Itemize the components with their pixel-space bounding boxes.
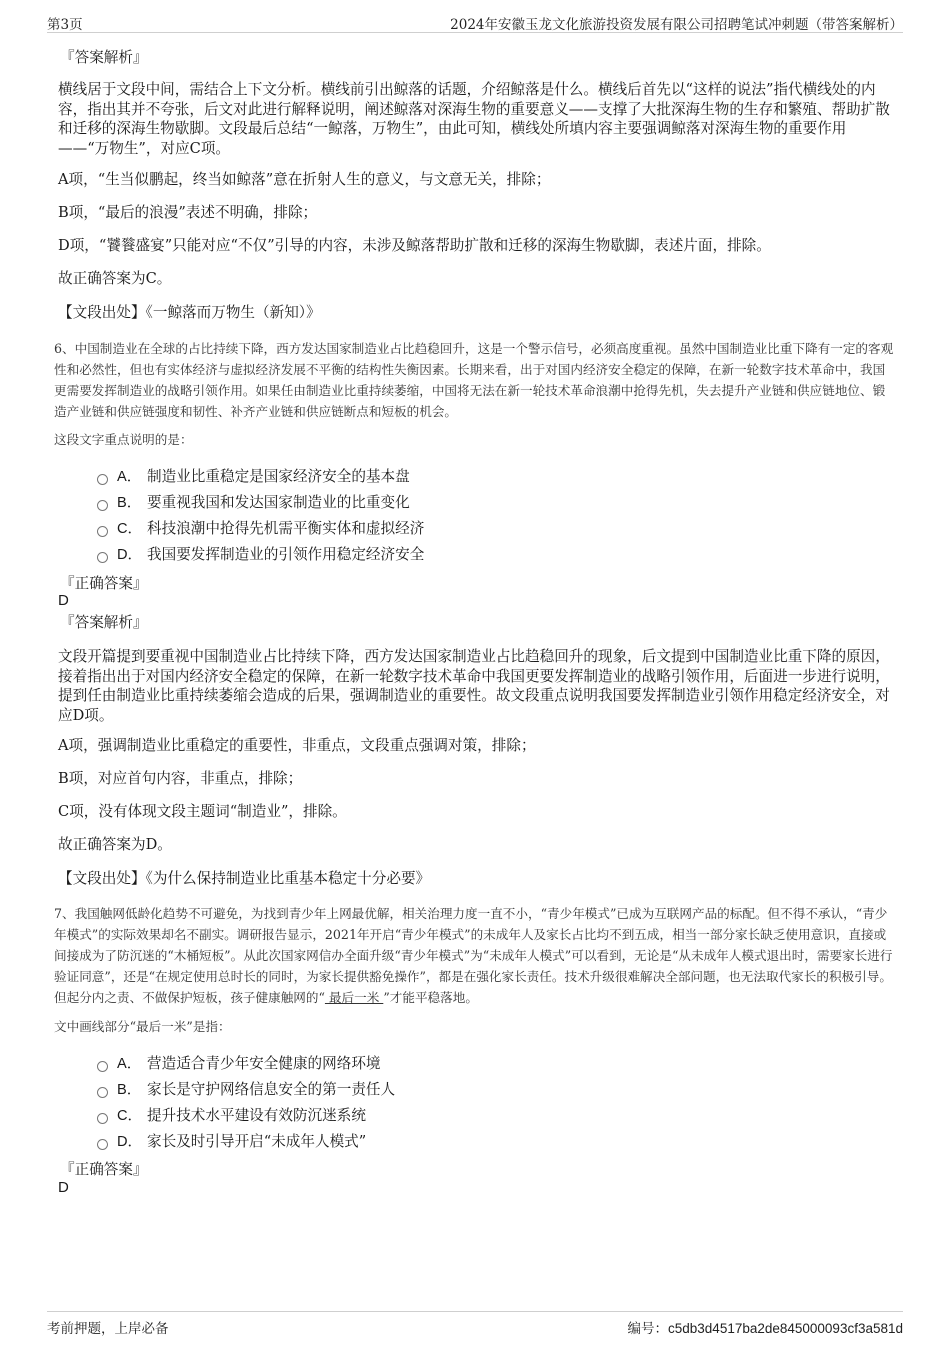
option-letter: C． [117, 521, 143, 537]
underlined-phrase: 最后一米 [324, 990, 384, 1005]
page-footer [47, 1311, 903, 1342]
option-letter: B． [117, 1082, 142, 1098]
q6-point-b: B项，对应首句内容，非重点，排除； [58, 770, 303, 787]
q6-point-c: C项，没有体现文段主题词“制造业”，排除。 [58, 803, 347, 820]
option-letter: D． [117, 1134, 143, 1150]
q6-analysis-label: 『答案解析』 [60, 614, 148, 631]
option-letter: C． [117, 1108, 143, 1124]
q7-option-d[interactable] [97, 1132, 366, 1152]
analysis-text: 横线居于文段中间，需结合上下文分析。横线前引出鲸落的话题，介绍鲸落是什么。横线后首先以“这样的说法”指代横线处的内容，指出其并不夸张，后文对此进行解释说明，阐述鲸落对深海生物的重要意义——支撑了大批深海生物的生存和繁殖、帮助扩散和迁移的深海生物歇脚。文段最后总结“一鲸落，万物生”，由此可知，横线处所填内容主要强调鲸落对深海生物的重要作用——“万物生”，对应C项。 [58, 81, 890, 157]
document-title: 2024年安徽玉龙文化旅游投资发展有限公司招聘笔试冲刺题（带答案解析） [450, 17, 903, 33]
radio-circle-icon[interactable] [97, 1139, 108, 1150]
radio-circle-icon[interactable] [97, 1061, 108, 1072]
question-7-stem: 7、我国触网低龄化趋势不可避免，为找到青少年上网最优解，相关治理力度一直不小，“青少年模式”已成为互联网产品的标配。但不得不承认，“青少年模式”的实际效果却名不副实。调研报告显示，2021年开启“青少年模式”的未成年人及家长占比均不到五成，相当一部分家长缺乏使用意识，直接或间接成为了防沉迷的“木桶短板”。从此次国家网信办全面升级“青少年模式”为“未成年人模式”可以看到，无论是“从未成年人模式退出时，需要家长进行验证同意”，还是“在规定使用总时长的同时，为家长提供豁免操作”，都是在强化家长责任。技术升级很难解决全部问题，也无法取代家长的积极引导。但起分内之责、不做保护短板，孩子健康触网的“ 最后一米 ”才能平稳落地。 [54, 906, 893, 1005]
option-text: 家长及时引导开启“未成年人模式” [147, 1133, 367, 1150]
analysis-point-d: D项，“饕餮盛宴”只能对应“不仅”引导的内容，未涉及鲸落帮助扩散和迁移的深海生物歇脚，表述片面，排除。 [58, 237, 771, 254]
q6-point-a: A项，强调制造业比重稳定的重要性，非重点，文段重点强调对策，排除； [58, 737, 536, 754]
radio-circle-icon[interactable] [97, 526, 108, 537]
q6-option-a[interactable] [97, 467, 410, 487]
question-7-prompt: 文中画线部分“最后一米”是指： [54, 1019, 231, 1034]
q6-option-c[interactable] [97, 519, 424, 539]
option-letter: D． [117, 547, 143, 563]
analysis-point-a: A项，“生当似鹏起，终当如鲸落”意在折射人生的意义，与文意无关，排除； [58, 171, 551, 188]
radio-circle-icon[interactable] [97, 1113, 108, 1124]
q6-conclusion: 故正确答案为D。 [58, 836, 172, 853]
option-text: 营造适合青少年安全健康的网络环境 [147, 1055, 381, 1072]
q7-option-a[interactable] [97, 1054, 381, 1074]
analysis-label: 『答案解析』 [60, 49, 148, 66]
radio-circle-icon[interactable] [97, 474, 108, 485]
q7-option-c[interactable] [97, 1106, 366, 1126]
q6-answer: D [58, 592, 69, 609]
page-number: 第3页 [47, 17, 83, 33]
q7-answer: D [58, 1179, 69, 1196]
radio-circle-icon[interactable] [97, 1087, 108, 1098]
option-text: 科技浪潮中抢得先机需平衡实体和虚拟经济 [147, 520, 425, 537]
footer-slogan: 考前押题，上岸必备 [47, 1321, 169, 1337]
q6-analysis-text: 文段开篇提到要重视中国制造业占比持续下降，西方发达国家制造业占比趋稳回升的现象，后文提到中国制造业比重下降的原因，接着指出出于对国内经济安全稳定的保障，在新一轮数字技术革命中我国更要发挥制造业的战略引领作用，后面进一步进行说明，提到任由制造业比重持续萎缩会造成的后果，强调制造业的重要性。故文段重点说明我国要发挥制造业引领作用稳定经济安全，对应D项。 [58, 648, 890, 724]
option-letter: A． [117, 469, 142, 485]
option-text: 要重视我国和发达国家制造业的比重变化 [147, 494, 410, 511]
q6-answer-label: 『正确答案』 [60, 575, 148, 592]
analysis-point-b: B项，“最后的浪漫”表述不明确，排除； [58, 204, 318, 221]
option-text: 我国要发挥制造业的引领作用稳定经济安全 [147, 546, 425, 563]
option-text: 提升技术水平建设有效防沉迷系统 [147, 1107, 366, 1124]
page-header [47, 10, 903, 33]
analysis-conclusion: 故正确答案为C。 [58, 270, 172, 287]
question-6-prompt: 这段文字重点说明的是： [54, 432, 193, 447]
document-id: 编号：c5db3d4517ba2de845000093cf3a581d [627, 1321, 903, 1337]
q6-source: 【文段出处】《为什么保持制造业比重基本稳定十分必要》 [58, 870, 431, 887]
q6-option-d[interactable] [97, 545, 424, 565]
passage-source: 【文段出处】《一鲸落而万物生（新知）》 [58, 304, 321, 321]
q7-option-b[interactable] [97, 1080, 395, 1100]
radio-circle-icon[interactable] [97, 552, 108, 563]
option-letter: A． [117, 1056, 142, 1072]
q6-option-b[interactable] [97, 493, 410, 513]
question-6-stem: 6、中国制造业在全球的占比持续下降，西方发达国家制造业占比趋稳回升，这是一个警示信号，必须高度重视。虽然中国制造业比重下降有一定的客观性和必然性，但也有实体经济与虚拟经济发展不平衡的结构性失衡因素。长期来看，出于对国内经济安全稳定的保障，在新一轮数字技术革命中，我国更需要发挥制造业的战略引领作用。如果任由制造业比重持续萎缩，中国将无法在新一轮技术革命浪潮中抢得先机，失去提升产业链和供应链地位、锻造产业链和供应链强度和韧性、补齐产业链和供应链断点和短板的机会。 [54, 341, 894, 419]
q7-answer-label: 『正确答案』 [60, 1161, 148, 1178]
radio-circle-icon[interactable] [97, 500, 108, 511]
option-text: 制造业比重稳定是国家经济安全的基本盘 [147, 468, 410, 485]
option-text: 家长是守护网络信息安全的第一责任人 [147, 1081, 396, 1098]
option-letter: B． [117, 495, 142, 511]
